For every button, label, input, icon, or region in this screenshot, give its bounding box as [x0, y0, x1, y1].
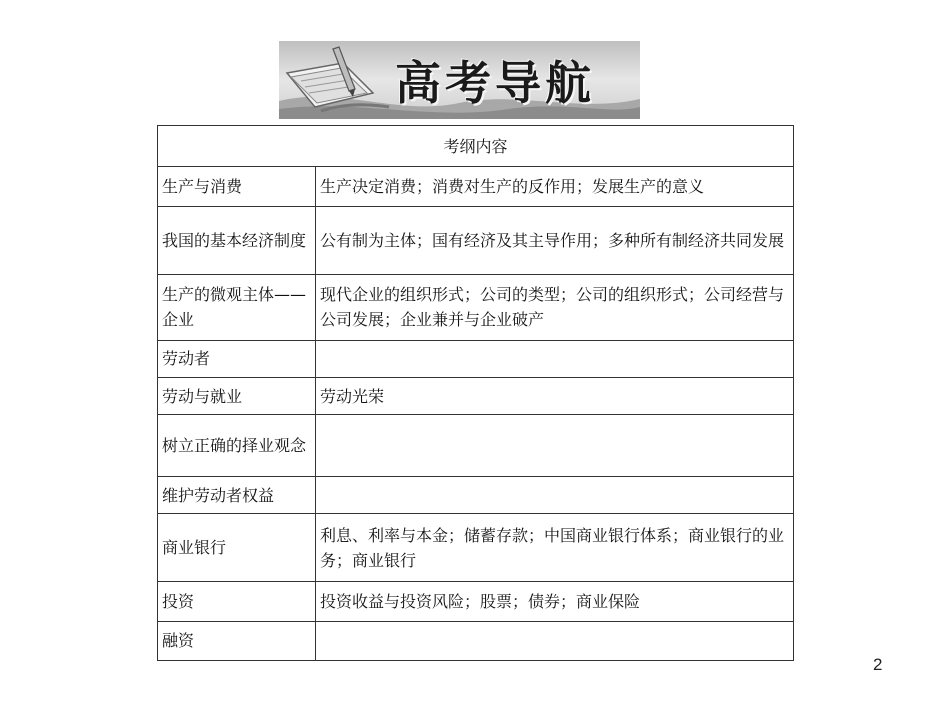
table-row [158, 167, 794, 206]
topic-cell: 维护劳动者权益 [158, 477, 316, 514]
content-cell [316, 621, 794, 660]
table-row [158, 514, 794, 582]
topic-cell: 树立正确的择业观念 [158, 415, 316, 477]
table-row [158, 582, 794, 621]
topic-cell: 我国的基本经济制度 [158, 206, 316, 274]
banner-title [395, 51, 635, 109]
content-cell [316, 340, 794, 377]
content-cell: 利息、利率与本金；储蓄存款；中国商业银行体系；商业银行的业务；商业银行 [316, 514, 794, 582]
table-row [158, 415, 794, 477]
content-cell: 生产决定消费；消费对生产的反作用；发展生产的意义 [316, 167, 794, 206]
page-number: 2 [873, 655, 883, 674]
table-row [158, 477, 794, 514]
banner-title-text: 高考导航 [395, 56, 595, 110]
table-header-row [158, 126, 794, 167]
topic-cell: 劳动与就业 [158, 377, 316, 414]
topic-cell: 生产的微观主体——企业 [158, 274, 316, 340]
paper-pen-icon [281, 45, 391, 117]
table-header: 考纲内容 [158, 126, 794, 167]
table-row [158, 621, 794, 660]
topic-cell: 商业银行 [158, 514, 316, 582]
content-cell: 公有制为主体；国有经济及其主导作用；多种所有制经济共同发展 [316, 206, 794, 274]
syllabus-table [157, 125, 794, 661]
topic-cell: 融资 [158, 621, 316, 660]
topic-cell: 生产与消费 [158, 167, 316, 206]
table-row [158, 377, 794, 414]
content-cell: 现代企业的组织形式；公司的类型；公司的组织形式；公司经营与公司发展；企业兼并与企业破产 [316, 274, 794, 340]
content-cell [316, 415, 794, 477]
banner [279, 41, 640, 119]
table-row [158, 206, 794, 274]
topic-cell: 劳动者 [158, 340, 316, 377]
topic-cell: 投资 [158, 582, 316, 621]
content-cell: 投资收益与投资风险；股票；债券；商业保险 [316, 582, 794, 621]
table-row [158, 274, 794, 340]
content-cell [316, 477, 794, 514]
table-row [158, 340, 794, 377]
content-cell: 劳动光荣 [316, 377, 794, 414]
syllabus-frame [157, 125, 792, 661]
